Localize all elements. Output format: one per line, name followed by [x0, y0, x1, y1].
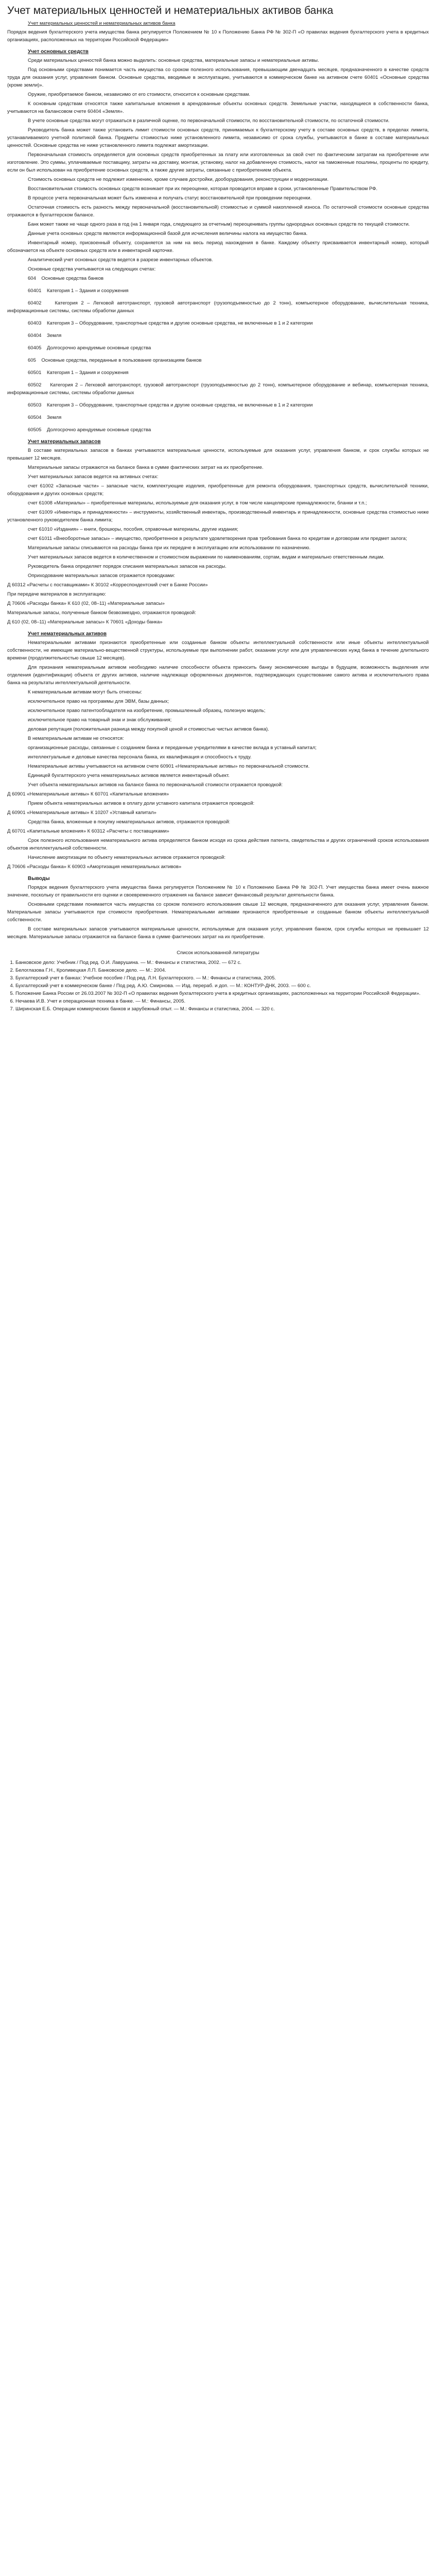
paragraph: счет 61008 «Материалы» – приобретенные материалы, используемые для оказания услуг, в том числе канцелярские принадлежности, бланки и т.п.;: [28, 500, 367, 506]
reference-item: 5. Положение Банка России от 26.03.2007 № 302-П «О правилах ведения бухгалтерского учета в кредитных организациях, расположенных на территории Российской Федерации».: [15, 990, 429, 997]
breadcrumb[interactable]: [28, 21, 429, 26]
paragraph: Учет материальных запасов ведется в количественном и стоимостном выражении по наименованиям, сортам, видам и материально ответственным лицам.: [28, 554, 385, 560]
paragraph: Остаточная стоимость есть разность между первоначальной (восстановительной) стоимостью и суммой накопленной износа. По остаточной стоимости основные средства отражаются в бухгалтерском балансе.: [7, 205, 429, 218]
paragraph: Стоимость основных средств не подлежит изменению, кроме случаев достройки, дооборудования, реконструкции и модернизации.: [28, 177, 329, 182]
paragraph: Материальные запасы списываются на расходы банка при их передаче в эксплуатацию или использовании по назначению.: [28, 545, 311, 551]
paragraph: В составе материальных запасов учитываются материальные ценности, используемые для оказания услуг, управления банком, срок службы которых не превышает 12 месяцев. Материальные запасы отражаются на балансе банка в сумме фактических затрат на их приобретение.: [7, 926, 429, 940]
accounting-entry: Д 60701 «Капитальные вложения» К 60312 «Расчеты с поставщиками»: [7, 828, 169, 834]
section-heading-conclusions: Выводы: [28, 876, 50, 882]
account-entry: 60402 Категория 2 – Легковой автотранспорт, грузовой автотранспорт (грузоподъемностью до 2 тонн), компьютерное оборудование, вычислительная техника, информационные системы, системы обработки данных: [7, 300, 429, 314]
accounting-entry: Д 60312 «Расчеты с поставщиками» К 30102 «Корреспондентский счет в Банке России»: [7, 582, 208, 588]
account-entry: 60404 Земля: [28, 333, 62, 338]
paragraph: Материальные запасы, полученные банком безвозмездно, отражаются проводкой:: [7, 610, 196, 616]
paragraph: Порядок ведения бухгалтерского учета имущества банка регулируется Положением № 10 к Положению Банка РФ № 302-П. Учет имущества банка имеет очень важное значение, поскольку от правильности его оценки и своевременного отражения на балансе зависит финансовый результат деятельности банка.: [7, 885, 429, 898]
references-title: Список использованной литературы: [177, 950, 259, 956]
list-item: интеллектуальные и деловые качества персонала банка, их квалификация и способность к труду.: [28, 754, 252, 760]
paragraph: Прием объекта нематериальных активов в оплату доли уставного капитала отражается проводкой:: [28, 801, 255, 806]
paragraph: Средства банка, вложенные в покупку нематериальных активов, отражаются проводкой:: [28, 819, 231, 825]
paragraph: счет 61011 «Внеоборотные запасы» – имущество, приобретенное в результате удовлетворения прав требования банка по кредитам и договорам или предмет залога;: [28, 536, 407, 541]
paragraph: Материальные запасы отражаются на балансе банка в сумме фактических затрат на их приобретение.: [28, 465, 264, 470]
intro-paragraph: Порядок ведения бухгалтерского учета имущества банка регулируется Положением № 10 к Положению Банка РФ № 302-П «О правилах ведения бухгалтерского учета в кредитных организациях, расположенных на территории Российской Федерации»: [7, 29, 429, 43]
paragraph: Руководитель банка определяет порядок списания материальных запасов на расходы.: [28, 564, 226, 569]
paragraph: При передаче материалов в эксплуатацию:: [7, 591, 106, 597]
paragraph: Нематериальными активами признаются приобретенные или созданные банком объекты интеллектуальной собственности или иные объекты интеллектуальной собственности, не имеющие материально-вещественной структуры, используемые при выполнении работ, оказании услуг или для управленческих нужд банка в течение длительного времени (продолжительностью свыше 12 месяцев).: [7, 640, 429, 661]
paragraph: Срок полезного использования нематериального актива определяется банком исходя из срока действия патента, свидетельства и других ограничений сроков использования объектов интеллектуальной собственности.: [7, 838, 429, 851]
paragraph: Начисление амортизации по объекту нематериальных активов отражается проводкой:: [28, 855, 225, 860]
accounts-list: [7, 275, 429, 434]
list-item: исключительное право патентообладателя на изобретение, промышленный образец, полезную модель;: [28, 708, 266, 714]
section-heading-intangibles: Учет нематериальных активов: [28, 631, 107, 637]
paragraph: Учет объекта нематериальных активов на балансе банка по первоначальной стоимости отражается проводкой:: [28, 782, 283, 788]
paragraph: счет 61002 «Запасные части» – запасные части, комплектующие изделия, приобретенные для ремонта оборудования, транспортных средств, вычислительной техники, оборудования и других основных средств;: [7, 483, 429, 497]
paragraph: В составе материальных запасов в банках учитываются материальные ценности, используемые для оказания услуг, управления банком, и срок службы которых не превышает 12 месяцев.: [7, 448, 429, 461]
account-entry: 60503 Категория 3 – Оборудование, транспортные средства и другие основные средства, не включенные в 1 и 2 категории: [28, 402, 313, 408]
account-entry: 60403 Категория 3 – Оборудование, транспортные средства и другие основные средства, не включенные в 1 и 2 категории: [28, 320, 313, 326]
account-entry: 60501 Категория 1 – Здания и сооружения: [28, 370, 129, 376]
paragraph: В учете основные средства могут отражаться в различной оценке, по первоначальной стоимости, по восстановительной стоимости, по остаточной стоимости.: [28, 118, 390, 124]
account-entry: 60504 Земля: [28, 415, 62, 420]
reference-item: 1. Банковское дело: Учебник / Под ред. О.И. Лаврушина. — М.: Финансы и статистика, 2002. — 672 с.: [15, 959, 429, 967]
paragraph: Инвентарный номер, присвоенный объекту, сохраняется за ним на весь период нахождения в банке. Каждому объекту присваивается инвентарный номер, который обозначается на объекте основных средств или в инвентарной карточке.: [7, 240, 429, 253]
accounting-entry: Д 60901 «Нематериальные активы» К 60701 «Капитальные вложения»: [7, 791, 169, 797]
section-heading-fixed-assets: Учет основных средств: [28, 49, 89, 55]
paragraph: В нематериальным активам не относятся:: [28, 736, 124, 741]
paragraph: Учет материальных запасов ведется на активных счетах:: [28, 474, 159, 480]
paragraph: Единицей бухгалтерского учета нематериальных активов является инвентарный объект.: [28, 773, 230, 778]
paragraph: счет 61009 «Инвентарь и принадлежности» – инструменты, хозяйственный инвентарь, производственный инвентарь и принадлежности, основные средства стоимостью ниже установленного руководителем банка лимита;: [7, 510, 429, 523]
section-heading-inventory: Учет материальных запасов: [28, 439, 101, 445]
list-item: организационные расходы, связанные с созданием банка и переданные учредителями в качестве вклада в уставный капитал;: [28, 745, 317, 751]
paragraph: Для признания нематериальным активом необходимо наличие способности объекта приносить банку экономические выгоды в будущем, возможность выделения или отделения (идентификации) объекта от других активов, наличие надлежаще оформленных документов, подтверждающих существование самого актива и исключительного права банка на результаты интеллектуальной деятельности.: [7, 665, 429, 686]
paragraph: Основными средствами понимается часть имущества со сроком полезного использования свыше 12 месяцев, предназначенного для оказания услуг, управления банком. Материальные запасы учитываются при стоимости приобретения. Нематериальными активами признаются приобретенные и созданные банком объекты интеллектуальной собственности.: [7, 902, 429, 923]
reference-item: 7. Ширинская Е.Б. Операции коммерческих банков и зарубежный опыт. — М.: Финансы и статистика, 2004. — 320 с.: [15, 1005, 429, 1013]
paragraph: счет 61010 «Издания» – книги, брошюры, пособия, справочные материалы, другие издания;: [28, 527, 238, 532]
accounting-entry: Д 610 (02, 08–11) «Материальные запасы» К 70601 «Доходы банка»: [7, 619, 163, 625]
accounting-entry: Д 60901 «Нематериальные активы» К 10207 «Уставный капитал»: [7, 810, 156, 816]
reference-item: 4. Бухгалтерский учет в коммерческом банке / Под ред. А.Ю. Смирнова. — Изд. перераб. и доп. — М.: КОНТУР-ДНК, 2003. — 600 с.: [15, 982, 429, 990]
account-entry: 60405 Долгосрочно арендуемые основные средства: [28, 345, 151, 351]
paragraph: Восстановительная стоимость основных средств возникает при их переоценке, которая проводится вправе в сроки, установленные Правительством РФ.: [28, 186, 378, 192]
paragraph: Первоначальная стоимость определяется для основных средств приобретенных за плату или изготовленных за свой счет по фактическим затратам на приобретение или изготовление. Это суммы, уплачиваемые поставщику, затраты на доставку, монтаж, установку, налог на добавленную стоимость, налог на таможенные пошлины, проценты по кредиту, если он был использован на приобретение основных средств, а также другие затраты, связанные с приобретением объекта.: [7, 152, 429, 173]
entries-title: Оприходование материальных запасов отражается проводками:: [28, 573, 175, 579]
account-entry: 605 Основные средства, переданные в пользование организациям банков: [28, 358, 202, 363]
paragraph: К основным средствам относятся также капитальные вложения в арендованные объекты основных средств. Земельные участки, находящиеся в собственности банка, учитываются на балансовом счете 60404 «Земля».: [7, 101, 429, 114]
reference-item: 2. Белоглазова Г.Н., Кроливецкая Л.П. Банковское дело. — М.: 2004.: [15, 967, 429, 974]
paragraph: В процессе учета первоначальная может быть изменена и получать статус восстановительной при проведении переоценки.: [28, 195, 312, 201]
breadcrumb-link[interactable]: Учет материальных ценностей и нематериальных активов банка: [28, 21, 176, 26]
accounting-entry: Д 70606 «Расходы банка» К 60903 «Амортизация нематериальных активов»: [7, 864, 182, 870]
paragraph: Руководитель банка может также установить лимит стоимости основных средств, принимаемых к бухгалтерскому учету в составе основных средств, в пределах лимита, устанавливаемого учетной политикой банка. Предметы стоимостью ниже установленного лимита, независимо от срока службы, учитываются в банке в составе материальных ценностей. Основные средства не ниже установленного лимита подлежат амортизации.: [7, 127, 429, 148]
paragraph: Нематериальные активы учитываются на активном счете 60901 «Нематериальные активы» по первоначальной стоимости.: [28, 764, 310, 769]
paragraph: К нематериальным активам могут быть отнесены:: [28, 689, 142, 695]
reference-item: 6. Нечаева И.В. Учет и операционная техника в банке. — М.: Финансы, 2005.: [15, 997, 429, 1005]
account-entry: 60505 Долгосрочно арендуемые основные средства: [28, 427, 151, 433]
accounts-list-title: Основные средства учитываются на следующих счетах:: [28, 266, 156, 272]
list-item: исключительное право на программы для ЭВМ, базы данных;: [28, 699, 169, 704]
page-title: Учет материальных ценностей и нематериальных активов банка: [7, 5, 334, 16]
account-entry: 60502 Категория 2 – Легковой автотранспорт, грузовой автотранспорт (грузоподъемностью до 2 тонн), компьютерное оборудование и вебинар, компьютерная техника, информационные системы, системы обработки данных: [7, 382, 429, 396]
account-entry: 604 Основные средства банков: [28, 276, 104, 281]
accounting-entry: Д 70606 «Расходы банка» К 610 (02, 08–11) «Материальные запасы»: [7, 601, 165, 606]
paragraph: Банк может также не чаще одного раза в год (на 1 января года, следующего за отчетным) переоценивать группы однородных основных средств по текущей стоимости.: [28, 222, 410, 227]
list-item: деловая репутация (положительная разница между покупной ценой и стоимостью чистых активов банка).: [28, 726, 269, 732]
paragraph: Под основными средствами понимается часть имущества со сроком полезного использования, превышающим двенадцать месяцев, предназначенного в качестве средств труда для оказания услуг, управления банком. Основные средства, вводимые в эксплуатацию, учитываются в коммерческом банке на активном счете 60401 «Основные средства (кроме земли)».: [7, 67, 429, 88]
references-list: [7, 959, 429, 1013]
paragraph: Среди материальных ценностей банка можно выделить: основные средства, материальные запасы и нематериальные активы.: [28, 58, 319, 63]
paragraph: Аналитический учет основных средств ведется в разрезе инвентарных объектов.: [28, 257, 213, 263]
document-page: [0, 0, 436, 1025]
paragraph: Оружие, приобретаемое банком, независимо от его стоимости, относится к основным средствам.: [28, 92, 251, 97]
reference-item: 3. Бухгалтерский учет в банках: Учебное пособие / Под ред. Л.Н. Бухгалтерского. — М.: Финансы и статистика, 2005.: [15, 974, 429, 982]
account-entry: 60401 Категория 1 – Здания и сооружения: [28, 288, 129, 294]
paragraph: Данные учета основных средств являются информационной базой для исчисления величины налога на имущество банка.: [28, 231, 308, 236]
list-item: исключительное право на товарный знак и знак обслуживания;: [28, 717, 172, 723]
